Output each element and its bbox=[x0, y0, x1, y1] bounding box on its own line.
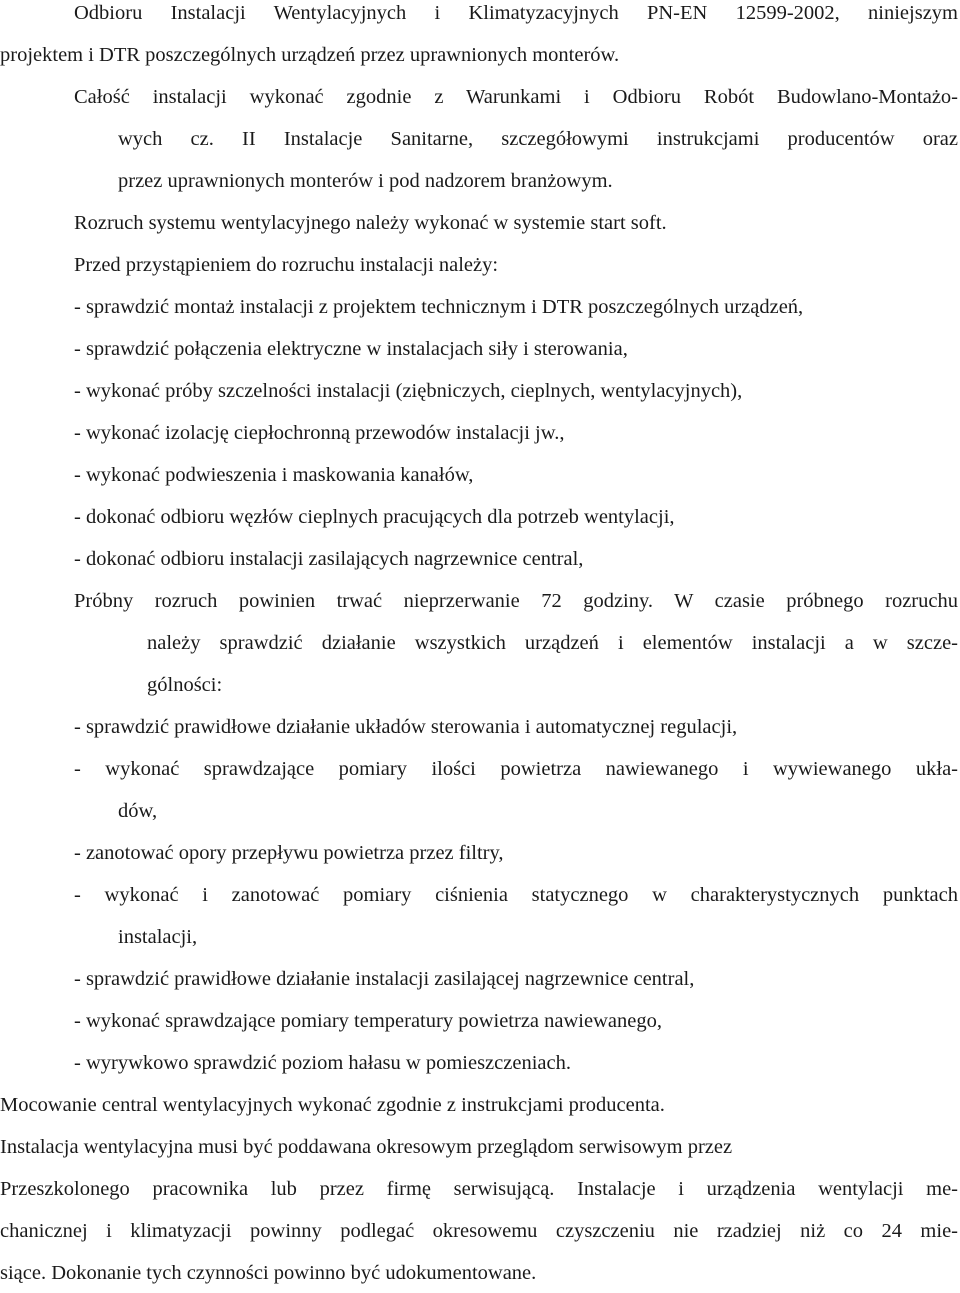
text-line: Instalacja wentylacyjna musi być poddawana okresowym przeglądom serwisowym przez bbox=[0, 1136, 733, 1158]
list-item: - wykonać sprawdzające pomiary temperatury powietrza nawiewanego, bbox=[74, 1010, 662, 1032]
text-line: Przed przystąpieniem do rozruchu instalacji należy: bbox=[74, 254, 499, 276]
list-item: - wyrywkowo sprawdzić poziom hałasu w pomieszczeniach. bbox=[74, 1052, 571, 1074]
list-item: - wykonać podwieszenia i maskowania kanałów, bbox=[74, 464, 474, 486]
text-line: Całość instalacji wykonać zgodnie z Warunkami i Odbioru Robót Budowlano-Montażo- bbox=[74, 86, 958, 108]
list-item: - wykonać sprawdzające pomiary ilości powietrza nawiewanego i wywiewanego ukła- bbox=[74, 758, 958, 780]
list-item: - sprawdzić prawidłowe działanie instalacji zasilającej nagrzewnice central, bbox=[74, 968, 695, 990]
list-item: - dokonać odbioru instalacji zasilających nagrzewnice central, bbox=[74, 548, 584, 570]
text-line: przez uprawnionych monterów i pod nadzorem branżowym. bbox=[118, 170, 613, 192]
list-item: - dokonać odbioru węzłów cieplnych pracujących dla potrzeb wentylacji, bbox=[74, 506, 675, 528]
list-item: - wykonać próby szczelności instalacji (ziębniczych, cieplnych, wentylacyjnych), bbox=[74, 380, 743, 402]
list-item: - wykonać izolację ciepłochronną przewodów instalacji jw., bbox=[74, 422, 565, 444]
text-line: instalacji, bbox=[118, 926, 198, 948]
list-item: - sprawdzić prawidłowe działanie układów sterowania i automatycznej regulacji, bbox=[74, 716, 738, 738]
text-line: chanicznej i klimatyzacji powinny podlegać okresowemu czyszczeniu nie rzadziej niż co 24 mie- bbox=[0, 1220, 958, 1242]
text-line: projektem i DTR poszczególnych urządzeń przez uprawnionych monterów. bbox=[0, 44, 620, 66]
text-line: siące. Dokonanie tych czynności powinno być udokumentowane. bbox=[0, 1262, 537, 1284]
text-line: wych cz. II Instalacje Sanitarne, szczegółowymi instrukcjami producentów oraz bbox=[118, 128, 958, 150]
text-line: Próbny rozruch powinien trwać nieprzerwanie 72 godziny. W czasie próbnego rozruchu bbox=[74, 590, 958, 612]
text-line: należy sprawdzić działanie wszystkich urządzeń i elementów instalacji a w szcze- bbox=[147, 632, 958, 654]
list-item: - zanotować opory przepływu powietrza przez filtry, bbox=[74, 842, 504, 864]
list-item: - wykonać i zanotować pomiary ciśnienia statycznego w charakterystycznych punktach bbox=[74, 884, 958, 906]
list-item: - sprawdzić połączenia elektryczne w instalacjach siły i sterowania, bbox=[74, 338, 628, 360]
text-line: Rozruch systemu wentylacyjnego należy wykonać w systemie start soft. bbox=[74, 212, 667, 234]
text-line: gólności: bbox=[147, 674, 223, 696]
text-line: Mocowanie central wentylacyjnych wykonać zgodnie z instrukcjami producenta. bbox=[0, 1094, 665, 1116]
text-line: Odbioru Instalacji Wentylacyjnych i Klimatyzacyjnych PN-EN 12599-2002, niniejszym bbox=[74, 2, 958, 24]
text-line: dów, bbox=[118, 800, 158, 822]
list-item: - sprawdzić montaż instalacji z projektem technicznym i DTR poszczególnych urządzeń, bbox=[74, 296, 804, 318]
text-line: Przeszkolonego pracownika lub przez firmę serwisującą. Instalacje i urządzenia wentylacji me- bbox=[0, 1178, 958, 1200]
